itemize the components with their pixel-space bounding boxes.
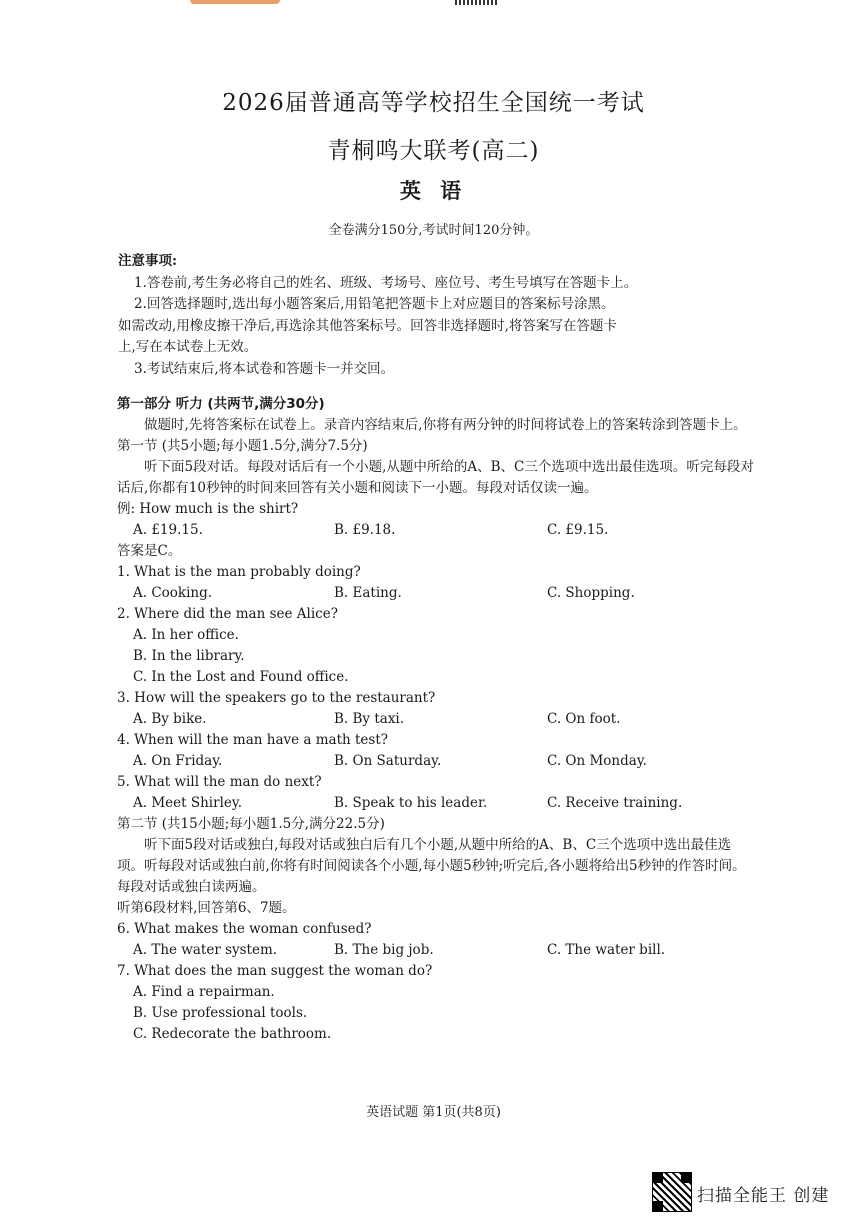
option-a: A. By bike. [133,711,207,727]
option-a: A. Cooking. [133,585,213,601]
exam-meta: 全卷满分150分,考试时间120分钟。 [328,223,539,238]
option-c: C. Receive training. [547,795,683,811]
question-1: 1. What is the man probably doing? [117,564,361,580]
question-4-options [117,751,757,772]
part1-heading: 第一部分 听力 (共两节,满分30分) [117,396,325,412]
question-5: 5. What will the man do next? [117,774,322,790]
question-6: 6. What makes the woman confused? [117,921,372,937]
subject-title: 英 语 [399,178,468,203]
notice-item: 如需改动,用橡皮擦干净后,再选涂其他答案标号。回答非选择题时,将答案写在答题卡 [118,317,617,334]
option-b: B. Speak to his leader. [334,795,488,811]
option-c: C. The water bill. [547,942,666,958]
question-3: 3. How will the speakers go to the restaurant? [117,690,436,706]
example-question: 例: How much is the shirt? [117,501,299,517]
question-1-options [117,583,757,604]
top-color-mark [190,0,280,4]
question-2: 2. Where did the man see Alice? [117,606,338,622]
option-c: C. On foot. [547,711,621,727]
option-a: A. On Friday. [133,753,223,769]
qr-code-icon [652,1172,692,1212]
top-scan-mark [455,0,497,5]
question-3-options [117,709,757,730]
option-a: A. Find a repairman. [133,984,275,1000]
question-6-options [117,940,757,961]
notice-item: 1.答卷前,考生务必将自己的姓名、班级、考场号、座位号、考生号填写在答题卡上。 [134,274,638,291]
option-b: B. In the library. [133,648,245,664]
question-5-options [117,793,757,814]
question-4: 4. When will the man have a math test? [117,732,389,748]
example-options [117,520,757,541]
option-a: A. £19.15. [133,522,203,538]
example-answer: 答案是C。 [117,543,182,559]
option-b: B. Use professional tools. [133,1005,308,1021]
option-c: C. Redecorate the bathroom. [133,1026,332,1042]
notice-item: 上,写在本试卷上无效。 [118,339,258,355]
material-6-label: 听第6段材料,回答第6、7题。 [117,900,296,916]
question-7: 7. What does the man suggest the woman do? [117,963,433,979]
option-c: C. In the Lost and Found office. [133,669,349,685]
sec2-intro: 听下面5段对话或独白,每段对话或独白后有几个小题,从题中所给的A、B、C三个选项中选出最佳选项。听每段对话或独白前,你将有时间阅读各个小题,每小题5秒钟;听完后,各小题将给出5秒钟的作答时间。每段对话或独白读两遍。 [117,837,746,895]
option-c: C. On Monday. [547,753,647,769]
scanner-watermark: 扫描全能王 创建 [697,1186,830,1206]
exam-subtitle: 青桐鸣大联考(高二) [327,138,540,164]
page-footer: 英语试题 第1页(共8页) [366,1105,501,1120]
notice-item: 3.考试结束后,将本试卷和答题卡一并交回。 [134,360,395,377]
exam-title: 2026届普通高等学校招生全国统一考试 [222,90,645,116]
sec2-heading: 第二节 (共15小题;每小题1.5分,满分22.5分) [117,816,385,832]
listening-section [117,394,757,1045]
option-c: C. £9.15. [547,522,609,538]
option-c: C. Shopping. [547,585,635,601]
sec1-heading: 第一节 (共5小题;每小题1.5分,满分7.5分) [117,438,368,454]
option-a: A. In her office. [133,627,239,643]
notice-heading: 注意事项: [118,253,177,269]
notice-item: 2.回答选择题时,选出每小题答案后,用铅笔把答题卡上对应题目的答案标号涂黑。 [134,296,615,312]
option-b: B. On Saturday. [334,753,442,769]
notice-block [118,251,758,380]
option-b: B. The big job. [334,942,434,958]
option-b: B. By taxi. [334,711,405,727]
part1-intro: 做题时,先将答案标在试卷上。录音内容结束后,你将有两分钟的时间将试卷上的答案转涂到答题卡上。 [144,417,747,433]
option-b: B. £9.18. [334,522,396,538]
option-a: A. Meet Shirley. [133,795,242,811]
option-a: A. The water system. [133,942,278,958]
option-b: B. Eating. [334,585,402,601]
sec1-intro: 听下面5段对话。每段对话后有一个小题,从题中所给的A、B、C三个选项中选出最佳选项。听完每段对话后,你都有10秒钟的时间来回答有关小题和阅读下一小题。每段对话仅读一遍。 [117,459,754,496]
